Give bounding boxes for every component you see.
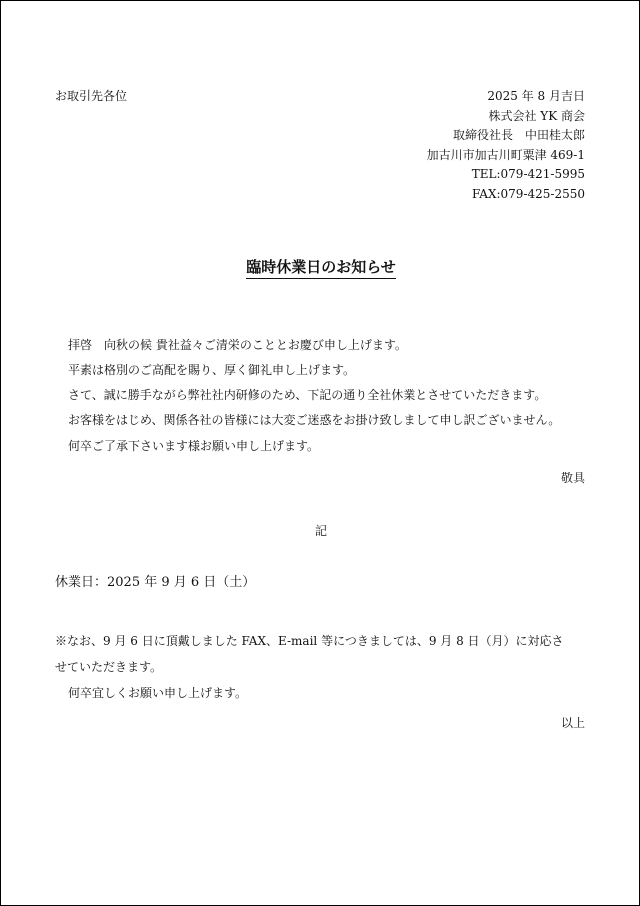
body-line: 何卒ご了承下さいます様お願い申し上げます。 <box>68 439 320 453</box>
body-line: 平素は格別のご高配を賜り、厚く御礼申し上げます。 <box>68 363 356 377</box>
ki-mark: 記 <box>314 524 327 538</box>
holiday-date: 休業日：2025 年 9 月 6 日（土） <box>55 575 256 590</box>
closing-keigu: 敬具 <box>560 471 585 485</box>
company-address: 加古川市加古川町粟津 469-1 <box>426 148 585 162</box>
body-line: 拝啓 向秋の候 貴社益々ご清栄のこととお慶び申し上げます。 <box>68 338 407 352</box>
note-line: ※なお、9 月 6 日に頂戴しました FAX、E-mail 等につきましては、9 月 8 日（月）に対応さ <box>55 634 564 648</box>
note-line: せていただきます。 <box>55 660 163 674</box>
notice-title <box>1 257 640 277</box>
body-line: お客様をはじめ、関係各社の皆様には大変ご迷惑をお掛け致しまして申し訳ございません。 <box>68 413 561 427</box>
representative: 取締役社長 中田桂太郎 <box>452 128 585 142</box>
company-name: 株式会社 YK 商会 <box>488 109 585 123</box>
company-fax: FAX:079-425-2550 <box>472 187 585 201</box>
note-line: 何卒宜しくお願い申し上げます。 <box>68 686 248 700</box>
letter-date: 2025 年 8 月吉日 <box>487 89 585 103</box>
recipient: お取引先各位 <box>55 89 128 103</box>
company-tel: TEL:079-421-5995 <box>471 167 585 181</box>
body-line: さて、誠に勝手ながら弊社社内研修のため、下記の通り全社休業とさせていただきます。 <box>68 388 547 402</box>
notice-title-text: 臨時休業日のお知らせ <box>246 258 396 279</box>
end-mark: 以上 <box>560 716 585 730</box>
